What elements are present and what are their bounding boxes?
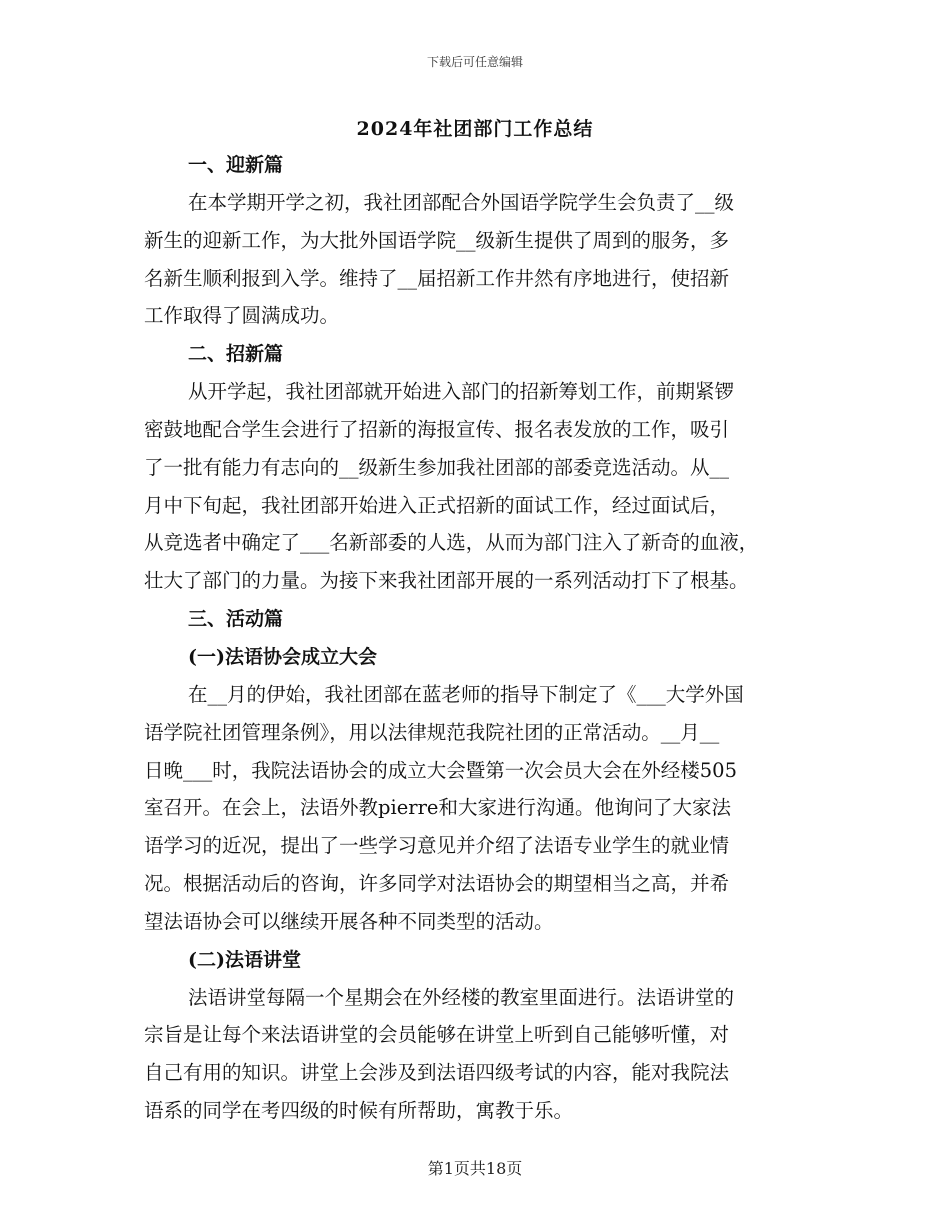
paragraph-line: 从开学起，我社团部就开始进入部门的招新筹划工作，前期紧锣 bbox=[188, 380, 735, 404]
paragraph-line: 了一批有能力有志向的__级新生参加我社团部的部委竞选活动。从__ bbox=[144, 455, 730, 479]
paragraph-line: 日晚___时，我院法语协会的成立大会暨第一次会员大会在外经楼505 bbox=[144, 758, 737, 782]
page-number: 第1页共18页 bbox=[427, 1159, 523, 1178]
paragraph-line: 语学习的近况，提出了一些学习意见并介绍了法语专业学生的就业情 bbox=[144, 834, 730, 858]
paragraph-line: 壮大了部门的力量。为接下来我社团部开展的一系列活动打下了根基。 bbox=[144, 569, 749, 593]
document-body bbox=[144, 146, 816, 1130]
paragraph-recruitment bbox=[144, 373, 816, 600]
section-heading-activities: 三、活动篇 bbox=[188, 607, 284, 630]
paragraph-welcome bbox=[144, 184, 816, 335]
paragraph-line: 工作取得了圆满成功。 bbox=[144, 304, 340, 328]
document-title: 2024年社团部门工作总结 bbox=[356, 118, 594, 140]
paragraph-line: 望法语协会可以继续开展各种不同类型的活动。 bbox=[144, 909, 554, 933]
section-heading-recruitment: 二、招新篇 bbox=[188, 343, 284, 366]
section-heading-welcome: 一、迎新篇 bbox=[188, 154, 284, 176]
subsection-heading-founding-meeting: (一)法语协会成立大会 bbox=[188, 645, 377, 668]
paragraph-line: 密鼓地配合学生会进行了招新的海报宣传、报名表发放的工作，吸引 bbox=[144, 417, 730, 441]
paragraph-line: 况。根据活动后的咨询，许多同学对法语协会的期望相当之高，并希 bbox=[144, 871, 730, 895]
paragraph-line: 月中下旬起，我社团部开始进入正式招新的面试工作，经过面试后， bbox=[144, 493, 730, 517]
paragraph-line: 自己有用的知识。讲堂上会涉及到法语四级考试的内容，能对我院法 bbox=[144, 1061, 730, 1085]
paragraph-line: 从竞选者中确定了___名新部委的人选，从而为部门注入了新奇的血液， bbox=[144, 531, 759, 555]
paragraph-line: 名新生顺利报到入学。维持了__届招新工作井然有序地进行，使招新 bbox=[144, 266, 730, 290]
paragraph-line: 法语讲堂每隔一个星期会在外经楼的教室里面进行。法语讲堂的 bbox=[188, 985, 735, 1009]
paragraph-line: 在本学期开学之初，我社团部配合外国语学院学生会负责了__级 bbox=[188, 191, 735, 214]
page-header-note: 下载后可任意编辑 bbox=[426, 55, 523, 69]
paragraph-line: 室召开。在会上，法语外教pierre和大家进行沟通。他询问了大家法 bbox=[144, 796, 731, 820]
paragraph-line: 在__月的伊始，我社团部在蓝老师的指导下制定了《___大学外国 bbox=[188, 682, 744, 706]
paragraph-founding-meeting bbox=[144, 676, 816, 941]
paragraph-line: 语学院社团管理条例》，用以法律规范我院社团的正常活动。__月__ bbox=[144, 720, 720, 744]
subsection-heading-french-lecture: (二)法语讲堂 bbox=[188, 948, 301, 971]
paragraph-line: 新生的迎新工作，为大批外国语学院__级新生提供了周到的服务，多 bbox=[144, 228, 730, 252]
paragraph-line: 宗旨是让每个来法语讲堂的会员能够在讲堂上听到自己能够听懂，对 bbox=[144, 1023, 730, 1047]
paragraph-line: 语系的同学在考四级的时候有所帮助，寓教于乐。 bbox=[144, 1098, 574, 1122]
paragraph-french-lecture bbox=[144, 979, 816, 1130]
